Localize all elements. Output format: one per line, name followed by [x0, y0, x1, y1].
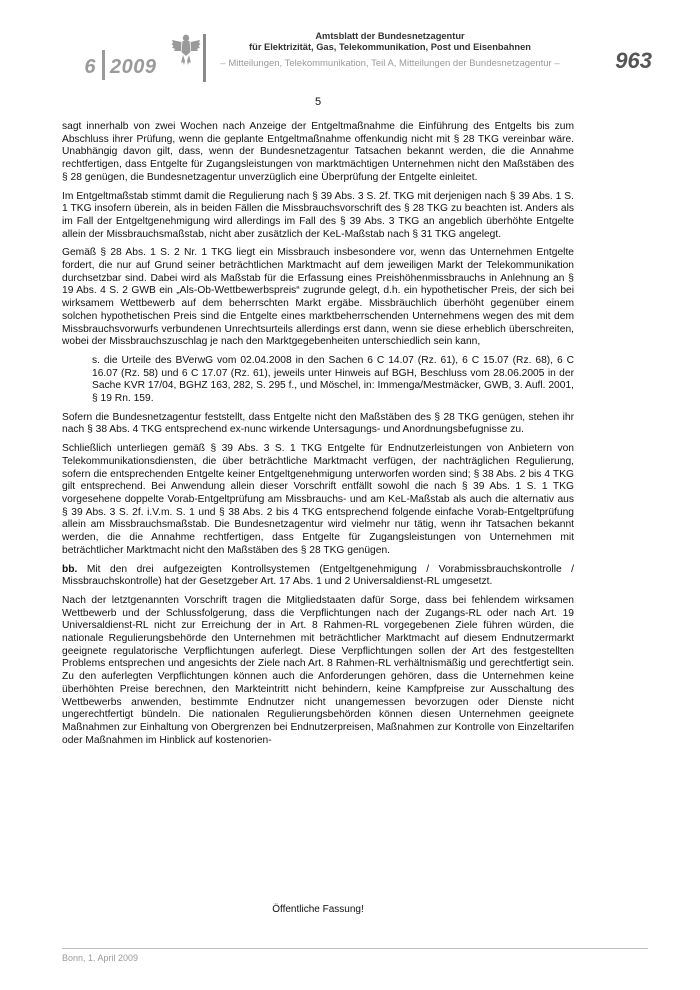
paragraph: Sofern die Bundesnetzagentur feststellt, dass Entgelte nicht den Maßstäben des § 28 TKG genügen, stehen ihr nach § 38 Abs. 4 TKG entsprechend ex-nunc wirkende Untersagungs- und Anordnungsbefugnisse zu. [62, 411, 574, 436]
footer-divider [62, 948, 648, 949]
publication-title-line-2: für Elektrizität, Gas, Telekommunikation, Post und Eisenbahnen [249, 42, 531, 52]
publication-subtitle: – Mitteilungen, Telekommunikation, Teil A, Mitteilungen der Bundesnetzagentur – [220, 58, 560, 69]
publication-title [200, 31, 580, 53]
paragraph-bb [62, 564, 574, 589]
federal-eagle-icon [170, 32, 202, 66]
paragraph: Nach der letztgenannten Vorschrift tragen die Mitgliedstaaten dafür Sorge, dass bei fehlendem wirksamen Wettbewerb und der Schlussfolgerung, dass die Verpflichtungen nach der Zugangs-RL oder nach Art. 19 Universaldienst-RL nicht zur Erreichung der in Art. 8 Rahmen-RL vorgegebenen Ziele führen würden, die nationale Regulierungsbehörde den Unternehmen mit beträchtlicher Marktmacht auf diesem Endnutzermarkt geeignete regulatorische Verpflichtungen auferlegt. Diese Verpflichtungen sollen der Art des festgestellten Problems entsprechen und angesichts der Ziele nach Art. 8 Rahmen-RL verhältnismäßig und gerechtfertigt sein. Zu den auferlegten Verpflichtungen können auch die Anforderungen gehören, dass die Unternehmen keine überhöhten Preise berechnen, den Markteintritt nicht behindern, keine Kampfpreise zur Ausschaltung des Wettbewerbs anwenden, bestimmte Endnutzer nicht unangemessen bevorzugen oder Dienste nicht ungerechtfertigt bündeln. Die nationalen Regulierungsbehörden können diesen Unternehmen geeignete Maßnahmen zur Einhaltung von Obergrenzen bei Endnutzerpreisen, Maßnahmen zur Kontrolle von Einzeltarifen oder Maßnahmen im Hinblick auf kostenorien- [62, 594, 574, 746]
issue-year: 2009 [110, 56, 157, 78]
publication-title-line-1: Amtsblatt der Bundesnetzagentur [315, 31, 465, 41]
section-marker: bb. [62, 563, 78, 575]
issue-number: 6 [84, 56, 96, 78]
paragraph: Gemäß § 28 Abs. 1 S. 2 Nr. 1 TKG liegt ein Missbrauch insbesondere vor, wenn das Unternehmen Entgelte fordert, die nur auf Grund seiner beträchtlichen Marktmacht auf dem jeweiligen Markt der Telekommunikation durchsetzbar sind. Dabei wird als Maßstab für die Erfassung eines Preishöhenmissbrauchs in Anlehnung an § 19 Abs. 4 S. 2 GWB ein „Als-Ob-Wettbewerbspreis“ zugrunde gelegt, d.h. ein hypothetischer Preis, der sich bei wirksamem Wettbewerb auf dem beherrschten Markt ergäbe. Missbräuchlich überhöht gegenüber einem solchen hypothetischen Preis sind die Entgelte eines marktbeherrschenden Unternehmens wegen des mit dem Missbrauchsvorwurfs verbundenen Unrechtsurteils allerdings erst dann, wenn sie diese erheblich überschreiten, wobei der Missbrauchszuschlag je nach den Marktgegebenheiten unterschiedlich sein kann, [62, 247, 574, 348]
paragraph-bb-text: Mit den drei aufgezeigten Kontrollsystemen (Entgeltgenehmigung / Vorabmissbrauchskontrolle / Missbrauchskontrolle) hat der Gesetzgeber Art. 17 Abs. 1 und 2 Universaldienst-RL umgesetzt. [62, 563, 574, 588]
document-page-label: 5 [314, 96, 322, 108]
paragraph: Schließlich unterliegen gemäß § 39 Abs. 3 S. 1 TKG Entgelte für Endnutzerleistungen von Anbietern von Telekommunikationsdiensten, die über beträchtliche Marktmacht verfügen, der nachträglichen Regulierung, sofern die entsprechenden Entgelte keiner Entgeltgenehmigung unterworfen worden sind; § 38 Abs. 2 bis 4 TKG gilt entsprechend. Bei Anwendung allein dieser Vorschrift entfällt sowohl die nach § 39 Abs. 1 S. 1 TKG vorgesehene doppelte Vorab-Entgeltprüfung am Missbrauchs- und am KeL-Maßstab als auch die alternativ aus § 39 Abs. 3 S. 2f. i.V.m. S. 1 und § 38 Abs. 2 bis 4 TKG entsprechend folgende einfache Vorab-Entgeltprüfung allein am Missbrauchsmaßstab. Die Bundesnetzagentur wird vielmehr nur tätig, wenn ihr Tatsachen bekannt werden, die die Annahme rechtfertigen, dass Entgelte für Zugangsleistungen von Unternehmen mit beträchtlicher Marktmacht nicht den Maßstäben des § 28 TKG genügen. [62, 443, 574, 556]
public-version-note: Öffentliche Fassung! [272, 904, 364, 915]
paragraph: Im Entgeltmaßstab stimmt damit die Regulierung nach § 39 Abs. 3 S. 2f. TKG mit derjenigen nach § 39 Abs. 1 S. 1 TKG insofern überein, als in beiden Fällen die Missbrauchsvorschrift des § 28 TKG zu beachten ist. Anders als im Fall der Entgeltgenehmigung wird allerdings im Fall des § 39 Abs. 3 TKG an angeblich überhöhte Entgelte allein der Missbrauchsmaßstab, nicht aber zusätzlich der KeL-Maßstab nach § 31 TKG angelegt. [62, 190, 574, 240]
issue-divider [102, 50, 105, 80]
page-number: 963 [615, 48, 652, 73]
paragraph: sagt innerhalb von zwei Wochen nach Anzeige der Entgeltmaßnahme die Einführung des Entgelts bis zum Abschluss ihrer Prüfung, wenn die geplante Entgeltmaßnahme offenkundig nicht mit § 28 TKG vereinbar wäre. Unabhängig davon gilt, dass, wenn der Bundesnetzagentur Tatsachen bekannt werden, die die Annahme rechtfertigen, dass Entgelte für Zugangsleistungen von marktmächtigen Unternehmen nicht den Maßstäben des § 28 genügen, die Bundesnetzagentur unverzüglich eine Überprüfung der Entgelte einleitet. [62, 121, 574, 183]
document-body [62, 121, 574, 753]
footer-date: Bonn, 1. April 2009 [62, 953, 139, 963]
citation-block: s. die Urteile des BVerwG vom 02.04.2008 in den Sachen 6 C 14.07 (Rz. 61), 6 C 15.07 (Rz. 68), 6 C 16.07 (Rz. 58) und 6 C 17.07 (Rz. 61), jeweils unter Hinweis auf BGH, Beschluss vom 28.06.2005 in der Sache KVR 17/04, BGHZ 163, 282, S. 295 f., und Möschel, in: Immenga/Mestmäcker, GWB, 3. Aufl. 2001, § 19 Rn. 159. [92, 354, 574, 405]
issue-label [76, 50, 157, 80]
